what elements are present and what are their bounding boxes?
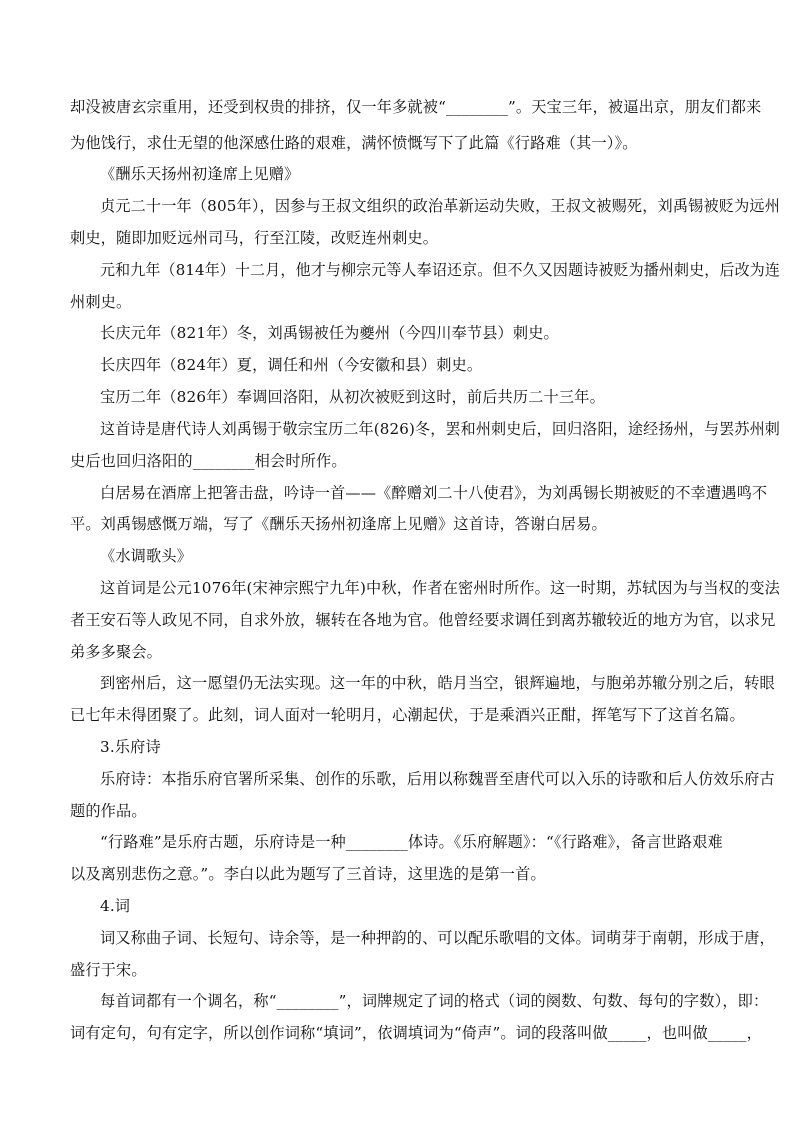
text-line: 史后也回归洛阳的________相会时所作。 (70, 452, 347, 470)
text-line: 乐府诗：本指乐府官署所采集、创作的乐歌，后用以称魏晋至唐代可以入乐的诗歌和后人仿效乐府古 (100, 770, 775, 788)
text-line: 盛行于宋。 (70, 961, 147, 979)
text-line: 弟多多聚会。 (70, 643, 163, 661)
section-heading: 4.词 (100, 897, 131, 915)
text-line: 刺史，随即加贬远州司马，行至江陵，改贬连州刺史。 (70, 229, 439, 247)
section-heading: 3.乐府诗 (100, 738, 161, 756)
text-line: 题的作品。 (70, 802, 147, 820)
text-line: 每首词都有一个调名，称“________”，词牌规定了词的格式（词的阕数、句数、每句的字数），即： (100, 992, 769, 1010)
text-line: 这首诗是唐代诗人刘禹锡于敬宗宝历二年(826)冬，罢和州刺史后，回归洛阳，途经扬州，与罢苏州刺 (100, 420, 780, 438)
text-line: 长庆四年（824年）夏，调任和州（今安徽和县）刺史。 (100, 356, 483, 374)
text-line: 以及离别悲伤之意。”。李白以此为题写了三首诗，这里选的是第一首。 (70, 865, 546, 883)
text-line: 元和九年（814年）十二月，他才与柳宗元等人奉诏还京。但不久又因题诗被贬为播州刺史，后改为连 (100, 261, 780, 279)
text-line: 为他饯行，求仕无望的他深感仕路的艰难，满怀愤慨写下了此篇《行路难（其一）》。 (70, 134, 638, 152)
section-heading: 《酬乐天扬州初逢席上见赠》 (100, 165, 300, 183)
text-line: 已七年未得团聚了。此刻，词人面对一轮明月，心潮起伏，于是乘酒兴正酣，挥笔写下了这首名篇。 (70, 706, 745, 724)
text-line: 白居易在酒席上把箸击盘，吟诗一首——《醉赠刘二十八使君》，为刘禹锡长期被贬的不幸遭遇鸣不 (100, 484, 768, 502)
text-line: 词有定句，句有定字，所以创作词称“填词”，依调填词为“倚声”。词的段落叫做_____，也叫做_____， (70, 1024, 762, 1042)
text-line: 却没被唐玄宗重用，还受到权贵的排挤，仅一年多就被“________”。天宝三年，被逼出京，朋友们都来 (70, 98, 762, 116)
text-line: 者王安石等人政见不同，自求外放，辗转在各地为官。他曾经要求调任到离苏辙较近的地方为官，以求兄 (70, 611, 776, 629)
text-line: 贞元二十一年（805年），因参与王叔文组织的政治革新运动失败，王叔文被赐死，刘禹锡被贬为远州 (100, 197, 780, 215)
text-line: 宝历二年（826年）奉调回洛阳，从初次被贬到这时，前后共历二十三年。 (100, 388, 605, 406)
text-line: 长庆元年（821年）冬，刘禹锡被任为夔州（今四川奉节县）刺史。 (100, 324, 559, 342)
text-line: “行路难”是乐府古题，乐府诗是一种________体诗。《乐府解题》：“《行路难》，备言世路艰难 (100, 833, 723, 851)
section-heading: 《水调歌头》 (100, 547, 193, 565)
text-line: 平。刘禹锡感慨万端，写了《酬乐天扬州初逢席上见赠》这首诗，答谢白居易。 (70, 515, 607, 533)
text-line: 这首词是公元1076年(宋神宗熙宁九年)中秋，作者在密州时所作。这一时期，苏轼因为与当权的变法 (100, 579, 780, 597)
text-line: 州刺史。 (70, 293, 132, 311)
text-line: 到密州后，这一愿望仍无法实现。这一年的中秋，皓月当空，银辉遍地，与胞弟苏辙分别之后，转眼 (100, 674, 775, 692)
text-line: 词又称曲子词、长短句、诗余等，是一种押韵的、可以配乐歌唱的文体。词萌芽于南朝，形成于唐， (100, 929, 775, 947)
